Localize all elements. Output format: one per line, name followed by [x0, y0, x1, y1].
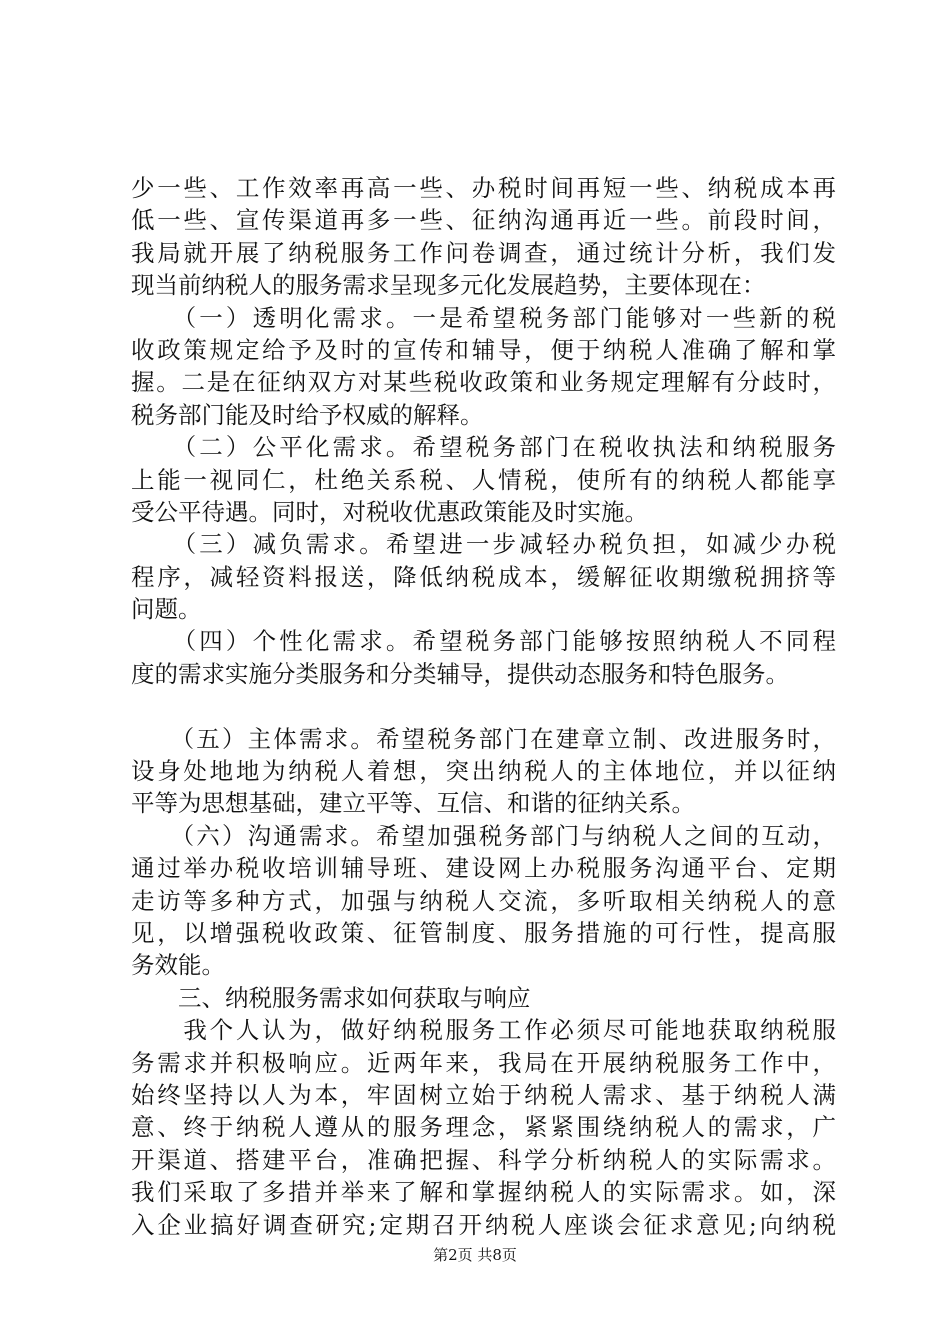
text-line: 务效能。	[131, 951, 225, 980]
text-line: （五）主体需求。希望税务部门在建章立制、改进服务时，	[131, 724, 836, 753]
text-line: 我局就开展了纳税服务工作问卷调查，通过统计分析，我们发	[131, 238, 836, 267]
text-line: 受公平待遇。同时，对税收优惠政策能及时实施。	[131, 497, 648, 526]
text-line: （六）沟通需求。希望加强税务部门与纳税人之间的互动，	[131, 821, 836, 850]
text-line: 始终坚持以人为本，牢固树立始于纳税人需求、基于纳税人满	[131, 1080, 836, 1109]
text-line: 设身处地地为纳税人着想，突出纳税人的主体地位，并以征纳	[131, 757, 836, 786]
text-line: 意、终于纳税人遵从的服务理念，紧紧围绕纳税人的需求，广	[131, 1113, 836, 1142]
text-line: （四）个性化需求。希望税务部门能够按照纳税人不同程	[131, 627, 836, 656]
text-line: 现当前纳税人的服务需求呈现多元化发展趋势，主要体现在：	[131, 271, 766, 300]
text-line: 上能一视同仁，杜绝关系税、人情税，使所有的纳税人都能享	[131, 465, 836, 494]
text-line: 握。二是在征纳双方对某些税收政策和业务规定理解有分歧时，	[131, 368, 836, 397]
text-line: 开渠道、搭建平台，准确把握、科学分析纳税人的实际需求。	[131, 1145, 836, 1174]
text-line: （一）透明化需求。一是希望税务部门能够对一些新的税	[131, 303, 836, 332]
document-body	[131, 172, 836, 1241]
blank-line	[131, 690, 836, 722]
text-line: 入企业搞好调查研究;定期召开纳税人座谈会征求意见;向纳税	[131, 1210, 836, 1239]
text-line: 收政策规定给予及时的宣传和辅导，便于纳税人准确了解和掌	[131, 335, 836, 364]
text-line: 务需求并积极响应。近两年来，我局在开展纳税服务工作中，	[131, 1048, 836, 1077]
text-line: 三、纳税服务需求如何获取与响应	[131, 983, 531, 1012]
text-line: 我个人认为，做好纳税服务工作必须尽可能地获取纳税服	[131, 1016, 836, 1045]
page-footer: 第2页 共8页	[433, 1246, 517, 1264]
text-line: 通过举办税收培训辅导班、建设网上办税服务沟通平台、定期	[131, 854, 836, 883]
text-line: 程序，减轻资料报送，降低纳税成本，缓解征收期缴税拥挤等	[131, 562, 836, 591]
text-line: 我们采取了多措并举来了解和掌握纳税人的实际需求。如，深	[131, 1178, 836, 1207]
text-line: 见，以增强税收政策、征管制度、服务措施的可行性，提高服	[131, 918, 836, 947]
text-line: （二）公平化需求。希望税务部门在税收执法和纳税服务	[131, 433, 836, 462]
text-line: 低一些、宣传渠道再多一些、征纳沟通再近一些。前段时间，	[131, 206, 836, 235]
text-line: 平等为思想基础，建立平等、互信、和谐的征纳关系。	[131, 789, 695, 818]
text-line: 问题。	[131, 595, 202, 624]
text-line: 度的需求实施分类服务和分类辅导，提供动态服务和特色服务。	[131, 659, 789, 688]
text-line: 少一些、工作效率再高一些、办税时间再短一些、纳税成本再	[131, 174, 836, 202]
text-line: 税务部门能及时给予权威的解释。	[131, 400, 484, 429]
text-line: （三）减负需求。希望进一步减轻办税负担，如减少办税	[131, 530, 836, 559]
text-line: 走访等多种方式，加强与纳税人交流，多听取相关纳税人的意	[131, 886, 836, 915]
